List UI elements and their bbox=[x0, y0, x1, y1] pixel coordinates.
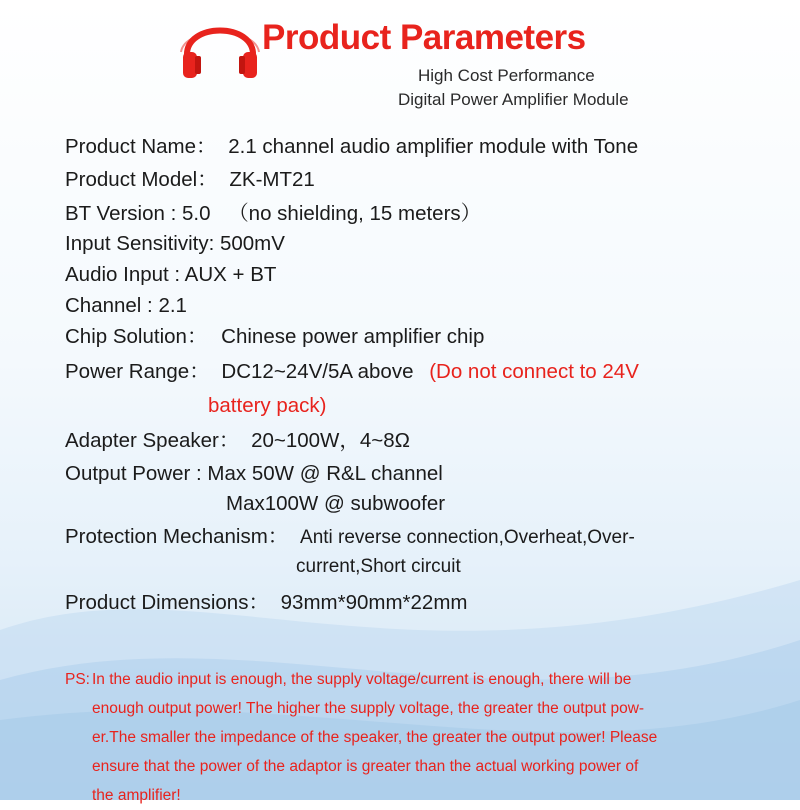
param-label: Chip Solution： bbox=[65, 325, 208, 348]
param-adapter-speaker bbox=[65, 431, 410, 452]
header bbox=[0, 0, 800, 120]
param-value: 93mm*90mm*22mm bbox=[280, 591, 468, 614]
power-warning-continued: battery pack) bbox=[208, 394, 327, 417]
param-label: Product Model： bbox=[65, 168, 218, 191]
ps-line: ensure that the power of the adaptor is greater than the actual working power of bbox=[92, 758, 639, 775]
param-label: Adapter Speaker： bbox=[65, 429, 240, 452]
param-value: ZK-MT21 bbox=[229, 168, 315, 191]
param-product-model bbox=[65, 170, 315, 191]
param-product-name bbox=[65, 137, 638, 158]
param-audio-input: Audio Input : AUX + BT bbox=[65, 263, 277, 286]
param-protection-continued: current,Short circuit bbox=[296, 556, 461, 577]
param-value: DC12~24V/5A above bbox=[221, 360, 414, 383]
param-channel: Channel : 2.1 bbox=[65, 294, 187, 317]
param-value: 2.1 channel audio amplifier module with Tone bbox=[228, 135, 639, 158]
ps-note bbox=[65, 665, 742, 810]
param-input-sensitivity: Input Sensitivity: 500mV bbox=[65, 232, 285, 255]
param-label: Product Dimensions： bbox=[65, 591, 269, 614]
ps-line: the amplifier! bbox=[92, 787, 181, 804]
param-output-power: Output Power : Max 50W @ R&L channel bbox=[65, 462, 443, 485]
param-value: Anti reverse connection,Overheat,Over- bbox=[300, 527, 635, 548]
ps-line: enough output power! The higher the supply voltage, the greater the output pow- bbox=[92, 700, 645, 717]
ps-line: er.The smaller the impedance of the speaker, the greater the output power! Please bbox=[92, 729, 658, 746]
tagline-module: Digital Power Amplifier Module bbox=[398, 90, 629, 109]
ps-label: PS: bbox=[65, 671, 90, 688]
param-label: BT Version : 5.0 bbox=[65, 202, 211, 225]
param-dimensions bbox=[65, 593, 467, 614]
power-warning: (Do not connect to 24V bbox=[429, 360, 639, 383]
param-value: （no shielding, 15 meters） bbox=[228, 202, 482, 225]
param-power-range bbox=[65, 362, 639, 383]
param-label: Power Range： bbox=[65, 360, 210, 383]
page-title: Product Parameters bbox=[262, 18, 586, 57]
ps-line: In the audio input is enough, the supply voltage/current is enough, there will be bbox=[92, 671, 632, 688]
param-protection bbox=[65, 527, 635, 548]
param-label: Protection Mechanism： bbox=[65, 525, 289, 548]
tagline-performance: High Cost Performance bbox=[418, 66, 595, 85]
param-value: 20~100W，4~8Ω bbox=[251, 429, 410, 452]
headphones-icon bbox=[177, 4, 263, 84]
param-output-power-subwoofer: Max100W @ subwoofer bbox=[226, 492, 446, 515]
param-label: Product Name： bbox=[65, 135, 217, 158]
param-bt-version bbox=[65, 204, 481, 225]
param-chip-solution bbox=[65, 327, 484, 348]
param-value: Chinese power amplifier chip bbox=[221, 325, 485, 348]
